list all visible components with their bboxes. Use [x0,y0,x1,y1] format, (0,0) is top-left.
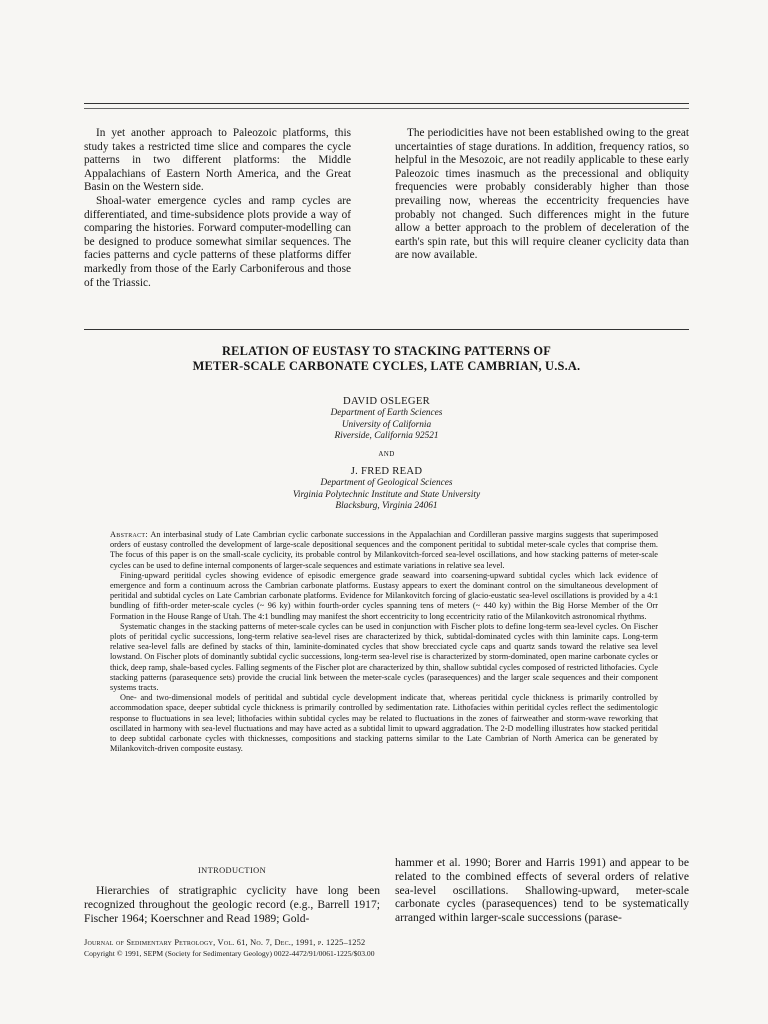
author-1-name: DAVID OSLEGER [343,396,430,407]
abstract-paragraph-1 [110,530,658,571]
introduction-heading: INTRODUCTION [197,866,267,875]
author-1-dept: Department of Earth Sciences [330,407,443,418]
author-block [84,396,689,513]
top-right-column [395,127,689,263]
abstract-paragraph-3: Systematic changes in the stacking patterns of meter-scale cycles can be used in conjunction with Fischer plots to define long-term sea-level cycles. On Fischer plots of peritidal cyclic successions, long-term relative sea-level rises are characterized by thick, subtidal-dominated cycles with thin laminite caps. Long-term relative sea-level falls are defined by stacks of thin, laminite-dominated cycles that show brecciated cycle caps and quartz sands toward the relative sea level lowstand. On Fischer plots of dominantly subtidal cyclic successions, long-term sea-level rise is characterized by storm-dominated, open marine carbonate cycles or thick, deep ramp, shale-based cycles. Falling segments of the Fischer plot are characterized by thin, shallow subtidal cycles composed of restricted lithofacies. Cycle stacking patterns (parasequence sets) provide the crucial link between the meter-scale cycles (parasequences) and the larger scale sequences and their component systems tracts. [110,621,658,693]
author-2-loc: Blacksburg, Virginia 24061 [335,501,438,512]
top-right-paragraph-1: The periodicities have not been established owing to the great uncertainties of stage durations. In addition, frequency ratios, so helpful in the Mesozoic, are not readily applicable to these early Paleozoic times inasmuch as the precessional and obliquity frequencies were probably considerably higher than those prevailing now, whereas the eccentricity frequencies have probably not changed. Such differences might in the future allow a better approach to the problem of deceleration of the earth's spin rate, but this will require cleaner cyclicity data than are now available. [395,127,689,262]
paper-title [84,344,689,374]
top-left-paragraph-1: In yet another approach to Paleozoic platforms, this study takes a restricted time slice and compares the cycle patterns in two different platforms: the Middle Appalachians of Eastern North America, and the Great Basin on the Western side. [84,127,351,194]
intro-left-column [84,884,380,925]
footer [84,937,694,959]
title-line-1: RELATION OF EUSTASY TO STACKING PATTERNS OF [222,344,551,358]
section-rule [84,329,689,330]
top-left-paragraph-2: Shoal-water emergence cycles and ramp cycles are differentiated, and time-subsidence plots provide a way of comparing the histories. Forward computer-modelling can be designed to produce somewhat similar sequences. The facies patterns and cycle patterns of these platforms differ markedly from those of the Early Carboniferous and those of the Triassic. [84,194,351,289]
author-2-inst: Virginia Polytechnic Institute and State University [292,489,481,500]
abstract-text-1: An interbasinal study of Late Cambrian cyclic carbonate successions in the Appalachian and Cordilleran passive margins suggests that superimposed orders of eustasy controlled the development of large-scale depositional sequences and the component peritidal to subtidal meter-scale cycles that comprise them. The focus of this paper is on the small-scale cyclicity, its probable control by Milankovitch-forced sea-level oscillations, and how stacking patterns of meter-scale cycles can be used to define internal components of larger-scale sequences and estimate variations in relative sea level. [110,530,658,570]
author-2-name: J. FRED READ [350,465,423,477]
abstract-paragraph-2: Fining-upward peritidal cycles showing evidence of episodic emergence grade seaward into coarsening-upward subtidal cycles which lack evidence of emergence and form a continuum across the Cambrian carbonate platforms. Eustasy appears to exert the dominant control on the simultaneous development of peritidal and subtidal cycles on Late Cambrian carbonate platforms. Evidence for Milankovitch forcing of glacio-eustatic sea-level oscillations is provided by a 4:1 bundling of fifth-order meter-scale cycles (~ 96 ky) within fourth-order cycles spanning tens of meters (~ 440 ky) within the Big Horse Member of the Orr Formation in the House Range of Utah. The 4:1 bundling may manifest the short eccentricity to long eccentricity ratio of the Milankovitch astronomical rhythms. [110,570,658,621]
copyright-line: Copyright © 1991, SEPM (Society for Sedimentary Geology) 0022-4472/91/0061-1225/$03.00 [84,949,375,958]
author-1-loc: Riverside, California 92521 [334,431,439,442]
journal-citation: Journal of Sedimentary Petrology, Vol. 61, No. 7, Dec., 1991, p. 1225–1252 [84,938,366,947]
abstract-paragraph-4: One- and two-dimensional models of peritidal and subtidal cycle development indicate that, whereas peritidal cycle thickness is primarily controlled by accommodation space, deeper subtidal cycle thickness is primarily controlled by sedimentation rate. Lithofacies within peritidal cycles reflect the sedimentologic response to fluctuations in sea level; lithofacies within subtidal cycles may be related to fluctuations in the zones of fairweather and storm-wave reworking that oscillated in harmony with sea-level fluctuations and may have acted as a subtidal limit to upward aggradation. The 2-D modelling illustrates how stacked peritidal to deep subtidal carbonate cycles with thicknesses, compositions and stacking patterns similar to the Late Cambrian of North America can be generated by Milankovitch-driven composite eustasy. [110,693,658,754]
intro-right-text: hammer et al. 1990; Borer and Harris 1991) and appear to be related to the combined effects of several orders of relative sea-level oscillations. Shallowing-upward, meter-scale carbonate cycles (parasequences) tend to be systematically arranged within larger-scale successions (parase- [395,856,689,925]
abstract-label: Abstract: [110,530,149,539]
author-2-dept: Department of Geological Sciences [320,477,453,488]
author-1-inst: University of California [341,419,432,430]
abstract [110,530,658,754]
intro-left-text: Hierarchies of stratigraphic cyclicity have long been recognized throughout the geologic record (e.g., Barrell 1917; Fischer 1964; Koerschner and Read 1989; Gold- [84,884,380,925]
title-line-2: METER-SCALE CARBONATE CYCLES, LATE CAMBRIAN, U.S.A. [192,359,581,373]
intro-right-column [395,856,689,925]
and-separator: AND [378,450,395,459]
top-left-column [84,127,351,290]
top-rule [84,103,689,104]
top-rule-thin [84,108,689,109]
